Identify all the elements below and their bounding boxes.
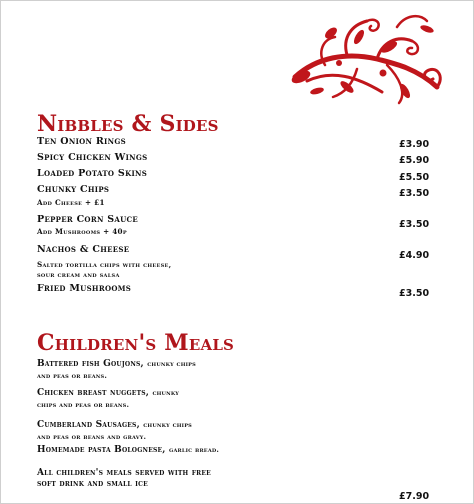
floral-ornament-icon — [287, 7, 447, 107]
kids-meal-main: Cumberland Sausages, — [37, 420, 144, 430]
section-title-children: Children's Meals — [37, 330, 235, 356]
menu-item-note: Add Mushrooms + 40p — [37, 227, 127, 236]
kids-meal-detail: chunky chips and peas or beans and gravy. — [37, 420, 192, 441]
menu-item-price: £3.50 — [399, 288, 430, 299]
menu-item-price: £3.50 — [399, 219, 430, 230]
menu-item-price: £4.90 — [399, 250, 430, 261]
kids-meal-main: Battered fish Goujons, — [37, 359, 148, 369]
menu-item-name: Fried Mushrooms — [37, 283, 132, 294]
kids-meal-item — [37, 358, 207, 382]
menu-item-price: £5.90 — [399, 155, 430, 166]
kids-meal-detail: chunky chips and peas or beans. — [37, 359, 196, 380]
section-title-nibbles: Nibbles & Sides — [37, 111, 219, 137]
kids-meal-main: Chicken breast nuggets, — [37, 388, 153, 398]
menu-item-note: Add Cheese + £1 — [37, 198, 105, 207]
kids-meal-item — [37, 444, 227, 456]
menu-item-price: £3.90 — [399, 139, 430, 150]
menu-item-name: Spicy Chicken Wings — [37, 152, 148, 163]
kids-meal-detail: chunky chips and peas or beans. — [37, 388, 180, 409]
kids-meal-item — [37, 387, 187, 411]
kids-meal-main: All children's meals served with free soft drink and small ice — [37, 468, 211, 489]
menu-item-name: Chunky Chips — [37, 184, 110, 195]
menu-item-name: Pepper Corn Sauce — [37, 214, 139, 225]
kids-meal-item — [37, 419, 197, 443]
kids-meal-main: Homemade pasta Bolognese, — [37, 445, 169, 455]
kids-meal-note — [37, 468, 217, 490]
menu-item-price: £3.50 — [399, 188, 430, 199]
menu-item-name: Loaded Potato Skins — [37, 168, 148, 179]
kids-meal-detail: garlic bread. — [168, 445, 220, 454]
menu-item-note: Salted tortilla chips with cheese, sour cream and salsa — [37, 260, 172, 279]
menu-item-price: £5.50 — [399, 172, 430, 183]
kids-meal-price: £7.90 — [399, 491, 430, 502]
menu-item-name: Nachos & Cheese — [37, 244, 130, 255]
menu-item-name: Ten Onion Rings — [37, 136, 126, 147]
